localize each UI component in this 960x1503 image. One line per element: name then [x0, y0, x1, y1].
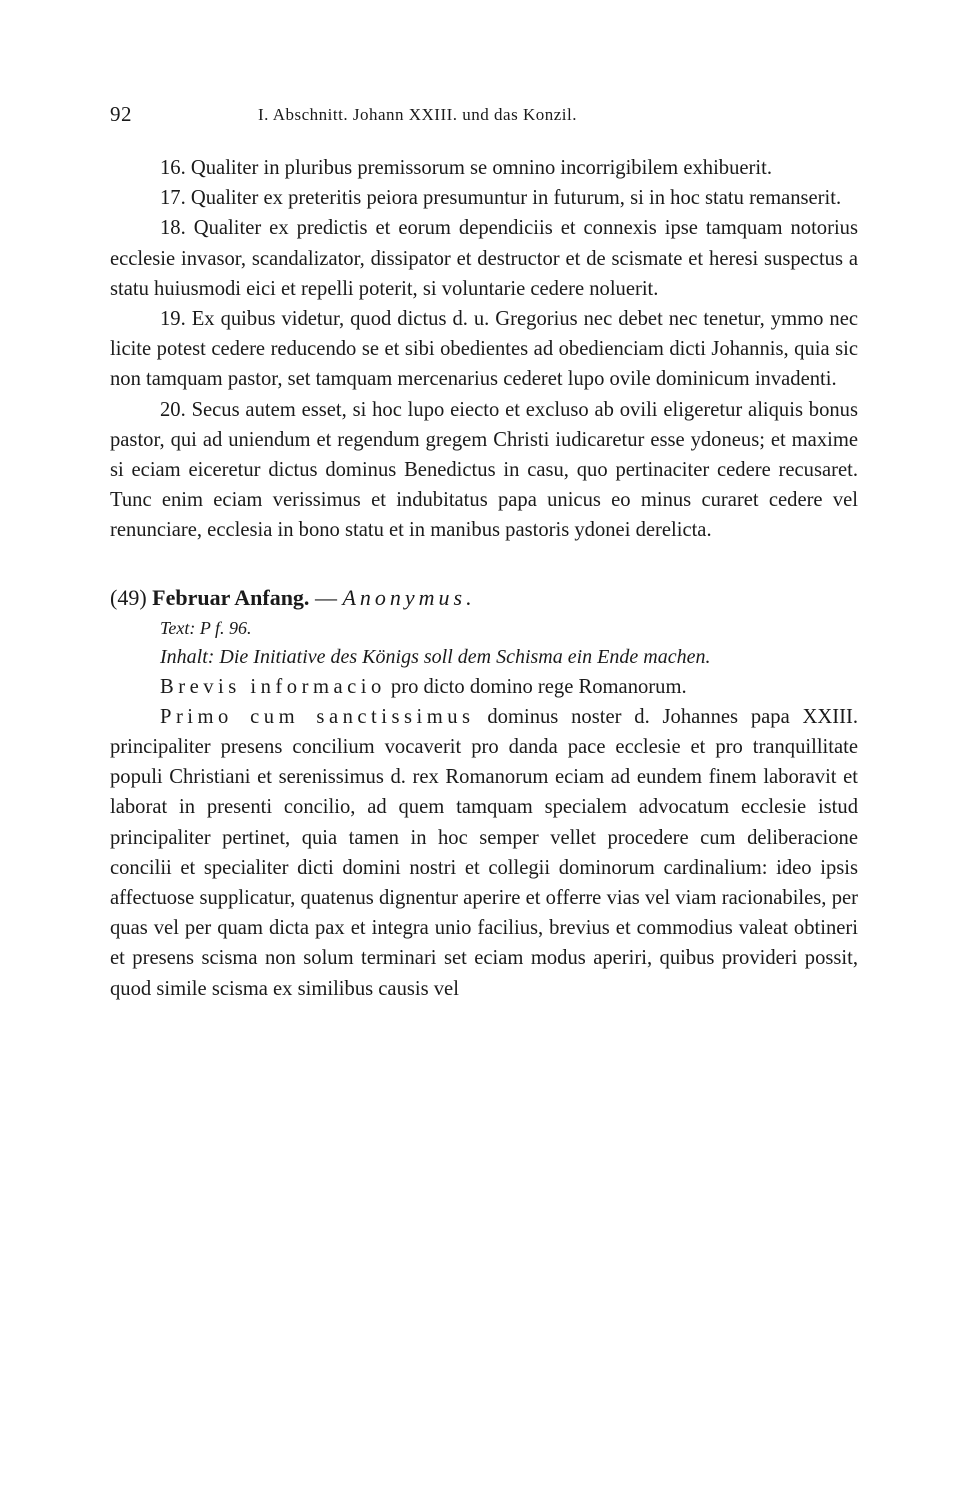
article-18: 18. Qualiter ex predictis et eorum dependiciis et connexis ipse tamquam notorius ecclesie invasor, scandalizator, dissipator et destructor et de scismate et heresi suspectus a statu huiusmodi eici et repelli poterit, si voluntarie cedere noluerit.	[110, 217, 858, 300]
article-16: 16. Qualiter in pluribus premissorum se omnino incorrigibilem exhibuerit.	[160, 157, 772, 179]
text-source-note: Text: P f. 96.	[160, 617, 252, 638]
document-heading	[110, 582, 858, 614]
running-title: I. Abschnitt. Johann XXIII. und das Konzil.	[258, 105, 577, 124]
inhalt-summary: Inhalt: Die Initiative des Königs soll dem Schisma ein Ende machen.	[160, 645, 711, 668]
document-number: (49)	[110, 584, 147, 610]
document-body	[110, 702, 858, 1004]
book-page	[110, 96, 858, 1004]
article-17: 17. Qualiter ex preteritis peiora presumuntur in futurum, si in hoc statu remanserit.	[160, 187, 842, 210]
article-19: 19. Ex quibus videtur, quod dictus d. u. Gregorius nec debet nec tenetur, ymmo nec licite potest cedere reducendo se et sibi obedientes ad obedienciam dicti Johannis, quia sic non tamquam pastor, set tamquam mercenarius cederet lupo ovile dominicum invadenti.	[110, 308, 858, 391]
body-text	[110, 153, 858, 1004]
primo-lead: Primo cum sanctissimus	[160, 705, 475, 728]
subtitle-lead: Brevis informacio	[160, 675, 386, 698]
document-author: Anonymus.	[342, 584, 476, 610]
running-head	[110, 96, 858, 136]
primo-rest: dominus noster d. Johannes papa XXIII. principaliter presens concilium vocaverit pro danda pace ecclesie et pro tranquillitate populi Christiani et serenissimus d. rex Romanorum eciam ad eundem finem laboravit et laborat in presenti concilio, ad quem tamquam specialem advocatum ecclesie istud principaliter pertinet, quia tamen in hoc semper vellet procedere cum deliberacione concilii et specialiter dicti domini nostri et collegii dominorum cardinalium: ideo ipsis affectuose supplicatur, quatenus dignentur aperire et offerre vias vel viam racionabiles, per quas vel per quam dicta pax et integra unio facilius, brevius et commodius valeat obtineri et presens scisma non solum terminari set eciam modus aperiri, quibus provideri possit, quod simile scisma ex similibus causis vel	[110, 705, 859, 1000]
section-gap	[110, 546, 858, 582]
article-20: 20. Secus autem esset, si hoc lupo eiecto et excluso ab ovili eligeretur aliquis bonus pastor, qui ad uniendum et regendum gregem Christi iudicaretur esse ydoneus; et maxime si eciam eiceretur dictus dominus Benedictus in casu, quo pertinaciter cedere recusaret. Tunc enim eciam verissimus et indubitatus papa unicus eo minus curaret cedere vel renunciare, ecclesia in bono statu et in manibus pastoris ydonei derelicta.	[110, 398, 858, 542]
document-subtitle	[110, 672, 858, 702]
document-date: Februar Anfang.	[152, 584, 310, 610]
subtitle-rest: pro dicto domino rege Romanorum.	[385, 675, 687, 698]
heading-dash: —	[314, 584, 337, 610]
page-number: 92	[110, 102, 132, 126]
